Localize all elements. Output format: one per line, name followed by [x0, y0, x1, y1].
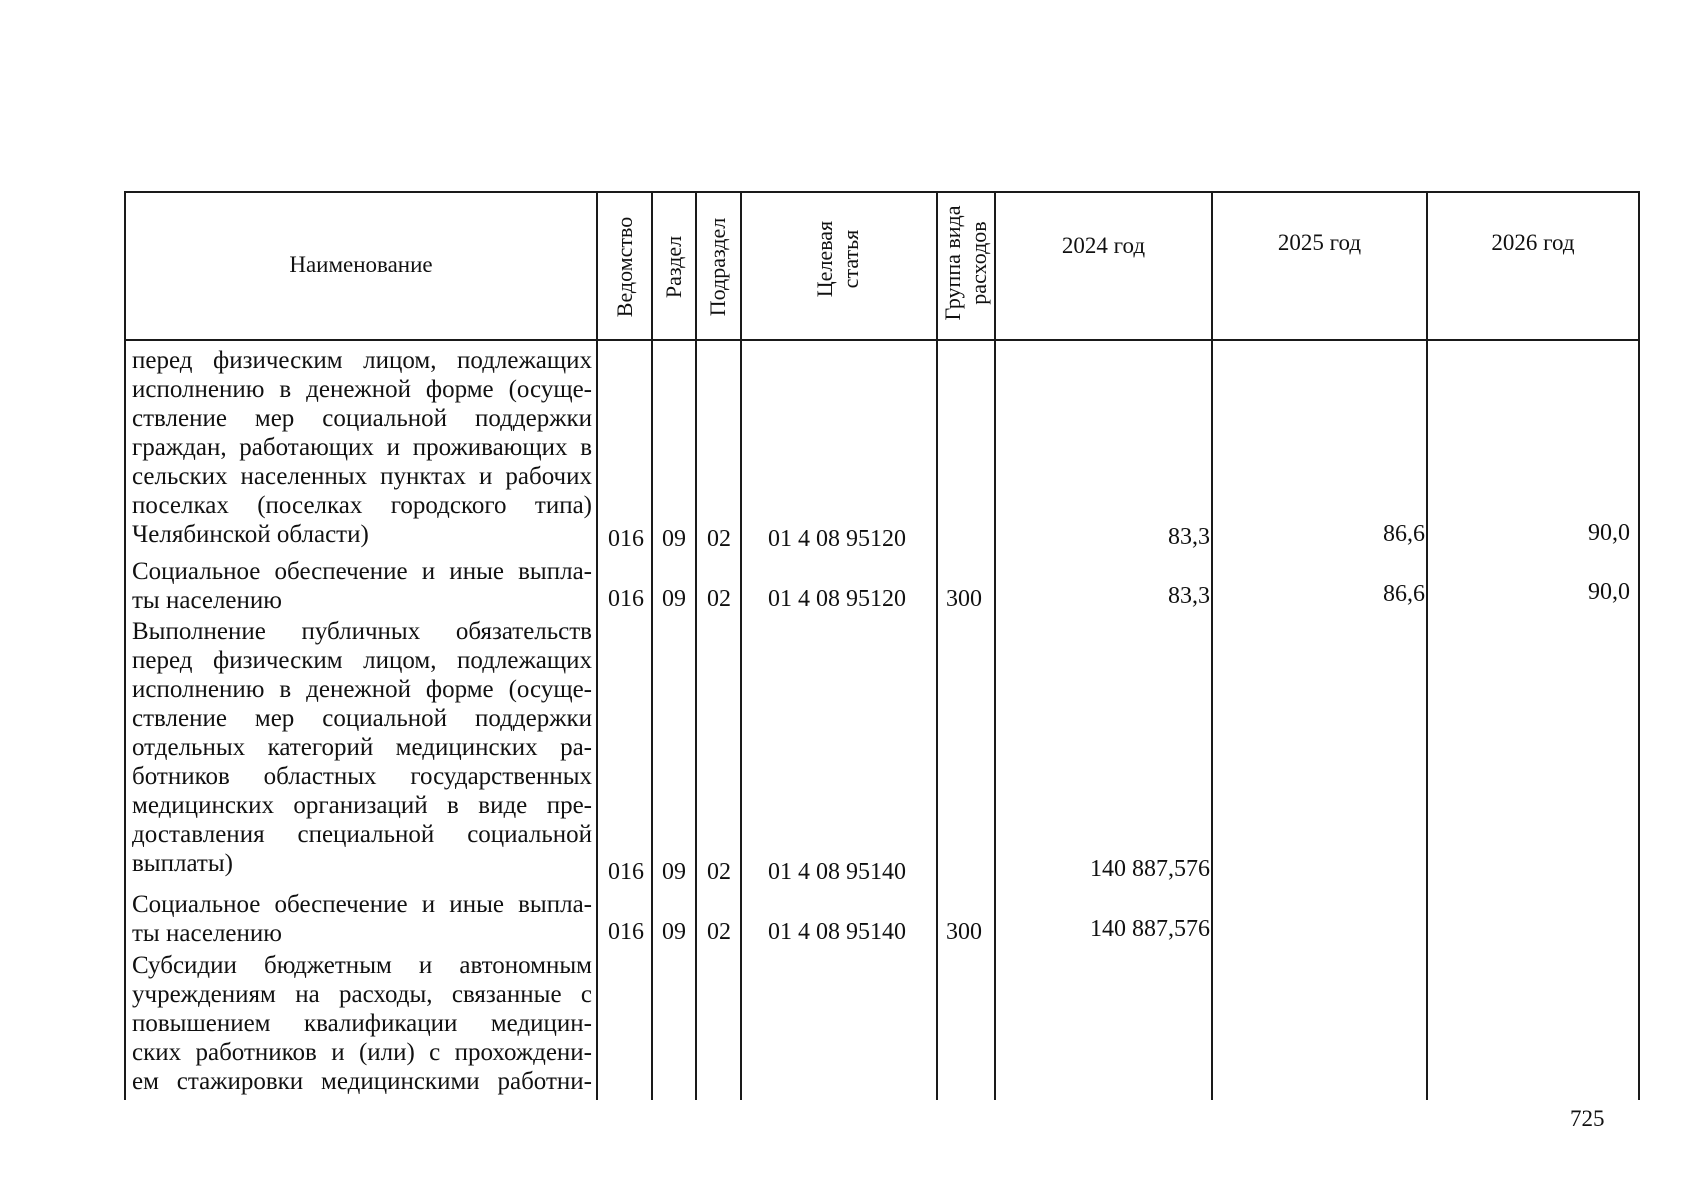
row-1-name-line-6: поселках (поселках городского типа) — [132, 492, 592, 519]
row-2-celevaya: 01 4 08 95120 — [768, 586, 906, 612]
header-podrazdel: Подраздел — [705, 217, 730, 317]
row-3-name-line-6: ботников областных государственных — [132, 763, 592, 790]
row-4-name-line-1: Социальное обеспечение и иные выпла- — [132, 891, 592, 918]
page-number: 725 — [1570, 1106, 1605, 1131]
header-celevaya — [812, 199, 864, 319]
col-border-raz — [651, 191, 653, 1100]
col-border-y24 — [994, 191, 996, 1100]
header-vedomstvo: Ведомство — [612, 216, 637, 318]
row-4-vedomstvo: 016 — [608, 919, 644, 945]
col-border-y26 — [1426, 191, 1428, 1100]
col-border-ved — [596, 191, 598, 1100]
row-3-name-line-3: исполнению в денежной форме (осуще- — [132, 676, 592, 703]
row-1-name-line-4: граждан, работающих и проживающих в — [132, 434, 592, 461]
row-1-podrazdel: 02 — [707, 526, 731, 552]
header-razdel: Раздел — [661, 235, 686, 299]
row-3-name-line-2: перед физическим лицом, подлежащих — [132, 647, 592, 674]
row-1-celevaya: 01 4 08 95120 — [768, 526, 906, 552]
row-5-name-line-1: Субсидии бюджетным и автономным — [132, 952, 592, 979]
row-2-gruppa: 300 — [946, 586, 982, 612]
col-border-left — [124, 191, 126, 1100]
row-1-name-line-1: перед физическим лицом, подлежащих — [132, 347, 592, 374]
row-2-name-line-1: Социальное обеспечение и иные выпла- — [132, 558, 592, 585]
row-5-name-line-5: ем стажировки медицинскими работни- — [132, 1068, 592, 1095]
header-2025: 2025 год — [1277, 230, 1362, 255]
row-2-podrazdel: 02 — [707, 586, 731, 612]
row-4-gruppa: 300 — [946, 919, 982, 945]
row-3-name — [132, 617, 592, 878]
col-border-pod — [695, 191, 697, 1100]
row-3-razdel: 09 — [662, 859, 686, 885]
row-2-2024: 83,3 — [1168, 583, 1210, 609]
row-2-name-line-2: ты населению — [132, 587, 282, 614]
row-4-name-line-2: ты населению — [132, 920, 282, 947]
row-4-razdel: 09 — [662, 919, 686, 945]
row-1-2025: 86,6 — [1383, 521, 1425, 547]
row-3-vedomstvo: 016 — [608, 859, 644, 885]
header-celevaya-line1: Целевая — [812, 220, 837, 298]
row-4-podrazdel: 02 — [707, 919, 731, 945]
col-border-grp — [936, 191, 938, 1100]
row-4-2024: 140 887,576 — [1090, 916, 1210, 942]
row-3-name-line-8: доставления специальной социальной — [132, 821, 592, 848]
header-gruppa — [940, 193, 992, 333]
header-bottom-border — [124, 339, 1640, 341]
row-2-razdel: 09 — [662, 586, 686, 612]
row-5-name-line-4: ских работников и (или) с прохождени- — [132, 1039, 592, 1066]
row-1-razdel: 09 — [662, 526, 686, 552]
row-2-2026: 90,0 — [1588, 579, 1630, 605]
row-3-celevaya: 01 4 08 95140 — [768, 859, 906, 885]
col-border-y25 — [1211, 191, 1213, 1100]
row-1-name-line-5: сельских населенных пунктах и рабочих — [132, 463, 592, 490]
header-gruppa-line2: расходов — [966, 221, 991, 305]
row-3-name-line-4: ствление мер социальной поддержки — [132, 705, 592, 732]
col-border-right — [1638, 191, 1640, 1100]
header-2026: 2026 год — [1491, 230, 1575, 255]
row-1-name-line-7: Челябинской области) — [132, 521, 369, 548]
row-1-vedomstvo: 016 — [608, 526, 644, 552]
header-2024: 2024 год — [1061, 233, 1146, 258]
row-3-podrazdel: 02 — [707, 859, 731, 885]
row-4-name — [132, 890, 592, 948]
row-3-name-line-5: отдельных категорий медицинских ра- — [132, 734, 592, 761]
table-top-border — [124, 191, 1640, 193]
row-5-name-line-2: учреждениям на расходы, связанные с — [132, 981, 592, 1008]
row-3-name-line-9: выплаты) — [132, 850, 233, 877]
header-gruppa-line1: Группа вида — [940, 205, 965, 321]
row-4-celevaya: 01 4 08 95140 — [768, 919, 906, 945]
row-5-name-line-3: повышением квалификации медицин- — [132, 1010, 592, 1037]
row-3-2024: 140 887,576 — [1090, 856, 1210, 882]
row-2-vedomstvo: 016 — [608, 586, 644, 612]
header-name: Наименование — [289, 252, 433, 277]
row-3-name-line-1: Выполнение публичных обязательств — [132, 618, 592, 645]
header-celevaya-line2: статья — [838, 229, 863, 289]
row-1-2024: 83,3 — [1168, 524, 1210, 550]
row-1-name-line-2: исполнению в денежной форме (осуще- — [132, 376, 592, 403]
row-1-name-line-3: ствление мер социальной поддержки — [132, 405, 592, 432]
row-5-name — [132, 951, 592, 1096]
row-2-2025: 86,6 — [1383, 581, 1425, 607]
row-1-2026: 90,0 — [1588, 520, 1630, 546]
col-border-cel — [740, 191, 742, 1100]
row-1-name — [132, 346, 592, 549]
row-3-name-line-7: медицинских организаций в виде пре- — [132, 792, 592, 819]
row-2-name — [132, 557, 592, 615]
